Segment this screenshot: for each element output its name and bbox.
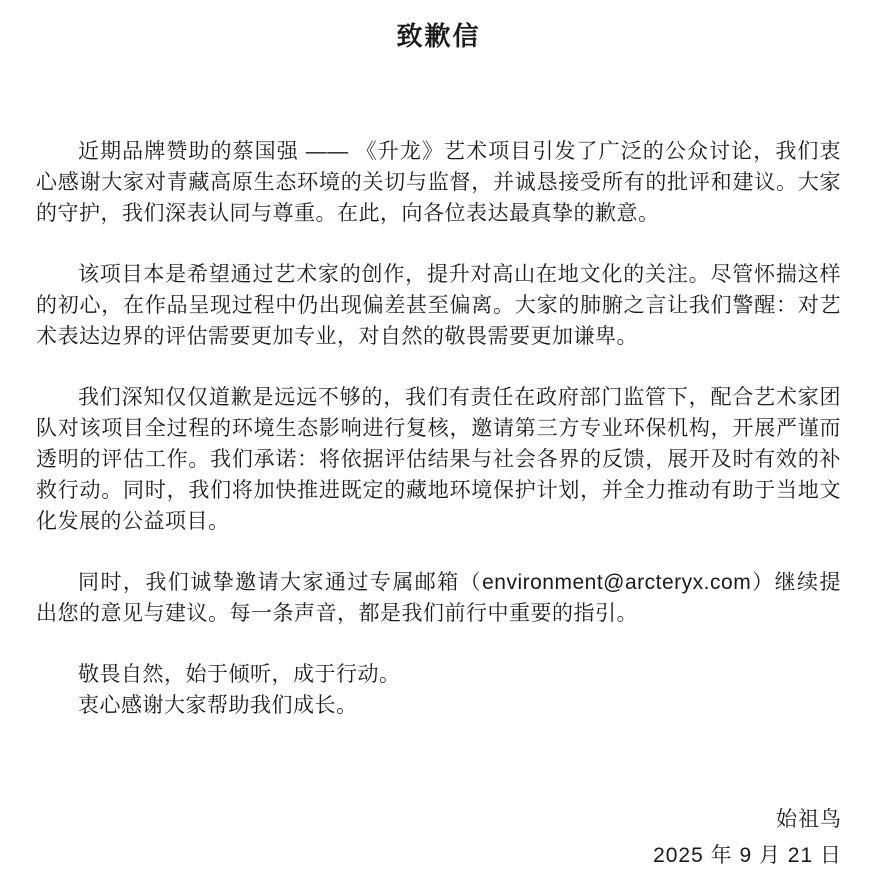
letter-body xyxy=(36,136,841,629)
letter-paragraph-4: 同时，我们诚挚邀请大家通过专属邮箱（environment@arcteryx.com）继续提出您的意见与建议。每一条声音，都是我们前行中重要的指引。 xyxy=(36,571,841,625)
letter-paragraph-1: 近期品牌赞助的蔡国强 —— 《升龙》艺术项目引发了广泛的公众讨论，我们衷心感谢大家对青藏高原生态环境的关切与监督，并诚恳接受所有的批评和建议。大家的守护，我们深表认同与尊重。在此，向各位表达最真挚的歉意。 xyxy=(36,140,841,225)
closing-line-1: 敬畏自然，始于倾听，成于行动。 xyxy=(78,663,401,686)
letter-paragraph-3: 我们深知仅仅道歉是远远不够的，我们有责任在政府部门监管下，配合艺术家团队对该项目全过程的环境生态影响进行复核，邀请第三方专业环保机构，开展严谨而透明的评估工作。我们承诺：将依据评估结果与社会各界的反馈，展开及时有效的补救行动。同时，我们将加快推进既定的藏地环境保护计划，并全力推动有助于当地文化发展的公益项目。 xyxy=(36,386,841,533)
closing-line-2: 衷心感谢大家帮助我们成长。 xyxy=(78,694,358,717)
letter-closing xyxy=(36,659,841,721)
signature-date: 2025 年 9 月 21 日 xyxy=(653,844,842,867)
letter-title: 致歉信 xyxy=(396,21,481,51)
signature-block xyxy=(653,802,842,874)
letter-paragraph-2: 该项目本是希望通过艺术家的创作，提升对高山在地文化的关注。尽管怀揣这样的初心，在作品呈现过程中仍出现偏差甚至偏离。大家的肺腑之言让我们警醒：对艺术表达边界的评估需要更加专业，对自然的敬畏需要更加谦卑。 xyxy=(36,263,841,348)
signature-name: 始祖鸟 xyxy=(776,808,842,831)
